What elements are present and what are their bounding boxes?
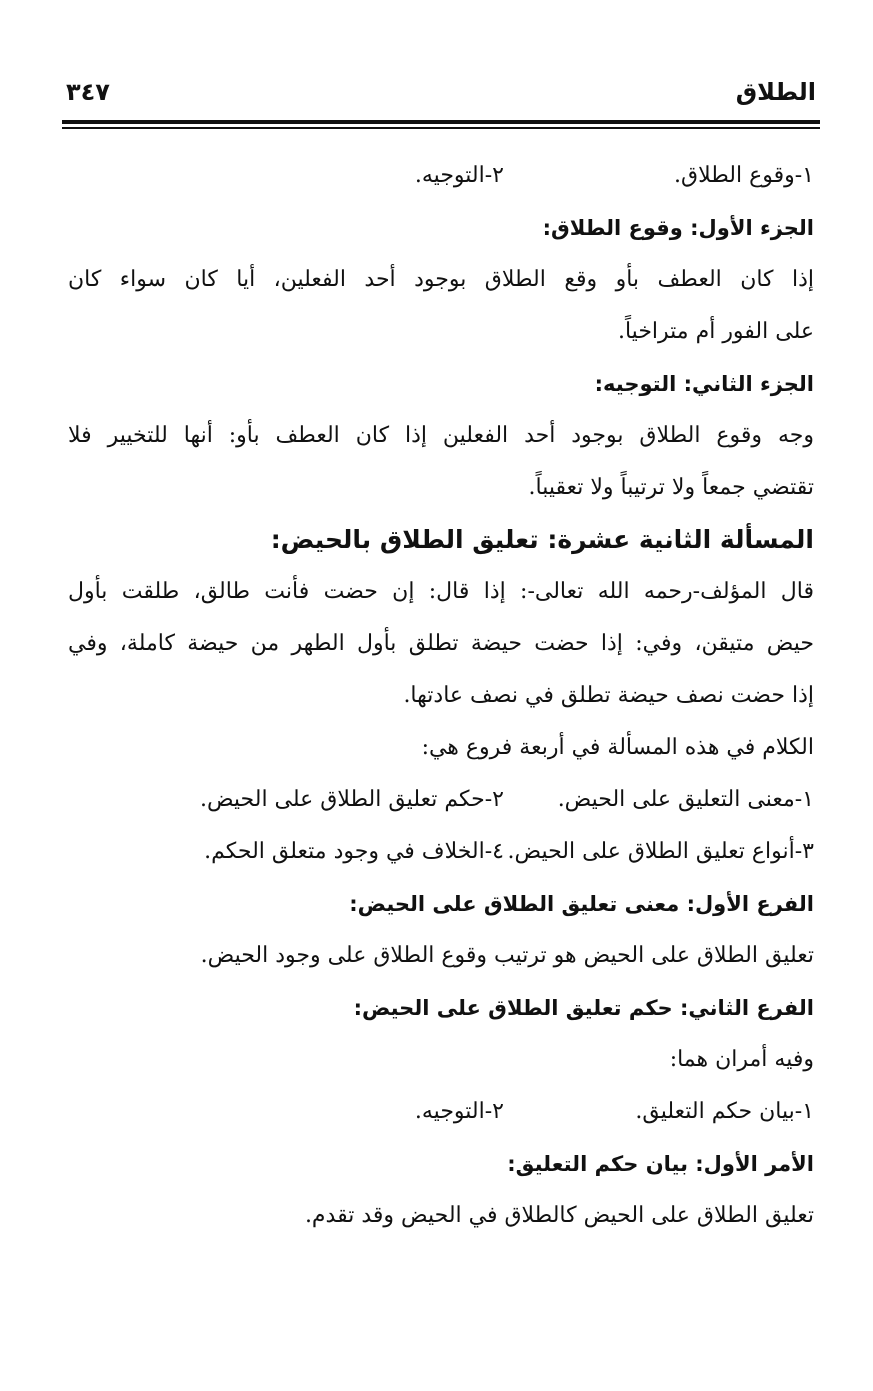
list-item: ٤-الخلاف في وجود متعلق الحكم.	[204, 839, 504, 864]
list-item: ١-بيان حكم التعليق.	[635, 1099, 814, 1124]
paragraph-line: إذا حضت نصف حيضة تطلق في نصف عادتها.	[403, 683, 814, 708]
section-heading: الأمر الأول: بيان حكم التعليق:	[507, 1152, 814, 1176]
paragraph-line: على الفور أم متراخياً.	[617, 319, 814, 344]
list-item: ١-معنى التعليق على الحيض.	[557, 787, 814, 812]
paragraph-line: تعليق الطلاق على الحيض كالطلاق في الحيض وقد تقدم.	[304, 1203, 814, 1228]
issue-heading: المسألة الثانية عشرة: تعليق الطلاق بالحيض:	[270, 525, 814, 554]
section-heading: الفرع الثاني: حكم تعليق الطلاق على الحيض:	[353, 996, 814, 1020]
paragraph-line: وفيه أمران هما:	[669, 1047, 814, 1072]
paragraph-line: تقتضي جمعاً ولا ترتيباً ولا تعقيباً.	[528, 475, 814, 500]
enumeration-line	[68, 774, 814, 826]
enumeration-line	[68, 826, 814, 878]
header-rule-thick	[62, 120, 820, 124]
page-number: ٣٤٧	[66, 78, 110, 106]
paragraph-line: تعليق الطلاق على الحيض هو ترتيب وقوع الطلاق على وجود الحيض.	[200, 943, 814, 968]
paragraph-line: إذا كان العطف بأو وقع الطلاق بوجود أحد الفعلين، أيا كان سواء كان	[68, 267, 814, 292]
section-heading: الجزء الأول: وقوع الطلاق:	[542, 216, 814, 240]
page-body	[68, 150, 814, 1242]
list-item: ٢-التوجيه.	[414, 1099, 504, 1124]
paragraph-line: الكلام في هذه المسألة في أربعة فروع هي:	[421, 735, 814, 760]
enumeration-line	[68, 1086, 814, 1138]
paragraph-line: وجه وقوع الطلاق بوجود أحد الفعلين إذا كان العطف بأو: أنها للتخيير فلا	[68, 423, 814, 448]
list-item: ٢-حكم تعليق الطلاق على الحيض.	[199, 787, 504, 812]
header-rule-thin	[62, 127, 820, 129]
section-heading: الجزء الثاني: التوجيه:	[594, 372, 814, 396]
section-heading: الفرع الأول: معنى تعليق الطلاق على الحيض:	[349, 892, 814, 916]
list-item: ٢-التوجيه.	[414, 163, 504, 188]
chapter-title: الطلاق	[735, 78, 816, 106]
paragraph-line: قال المؤلف-رحمه الله تعالى-: إذا قال: إن حضت فأنت طالق، طلقت بأول	[68, 579, 814, 604]
list-item: ٣-أنواع تعليق الطلاق على الحيض.	[507, 839, 814, 864]
running-header	[62, 78, 820, 118]
list-item: ١-وقوع الطلاق.	[674, 163, 814, 188]
enumeration-line	[68, 150, 814, 202]
paragraph-line: حيض متيقن، وفي: إذا حضت حيضة تطلق بأول الطهر من حيضة كاملة، وفي	[68, 631, 814, 656]
